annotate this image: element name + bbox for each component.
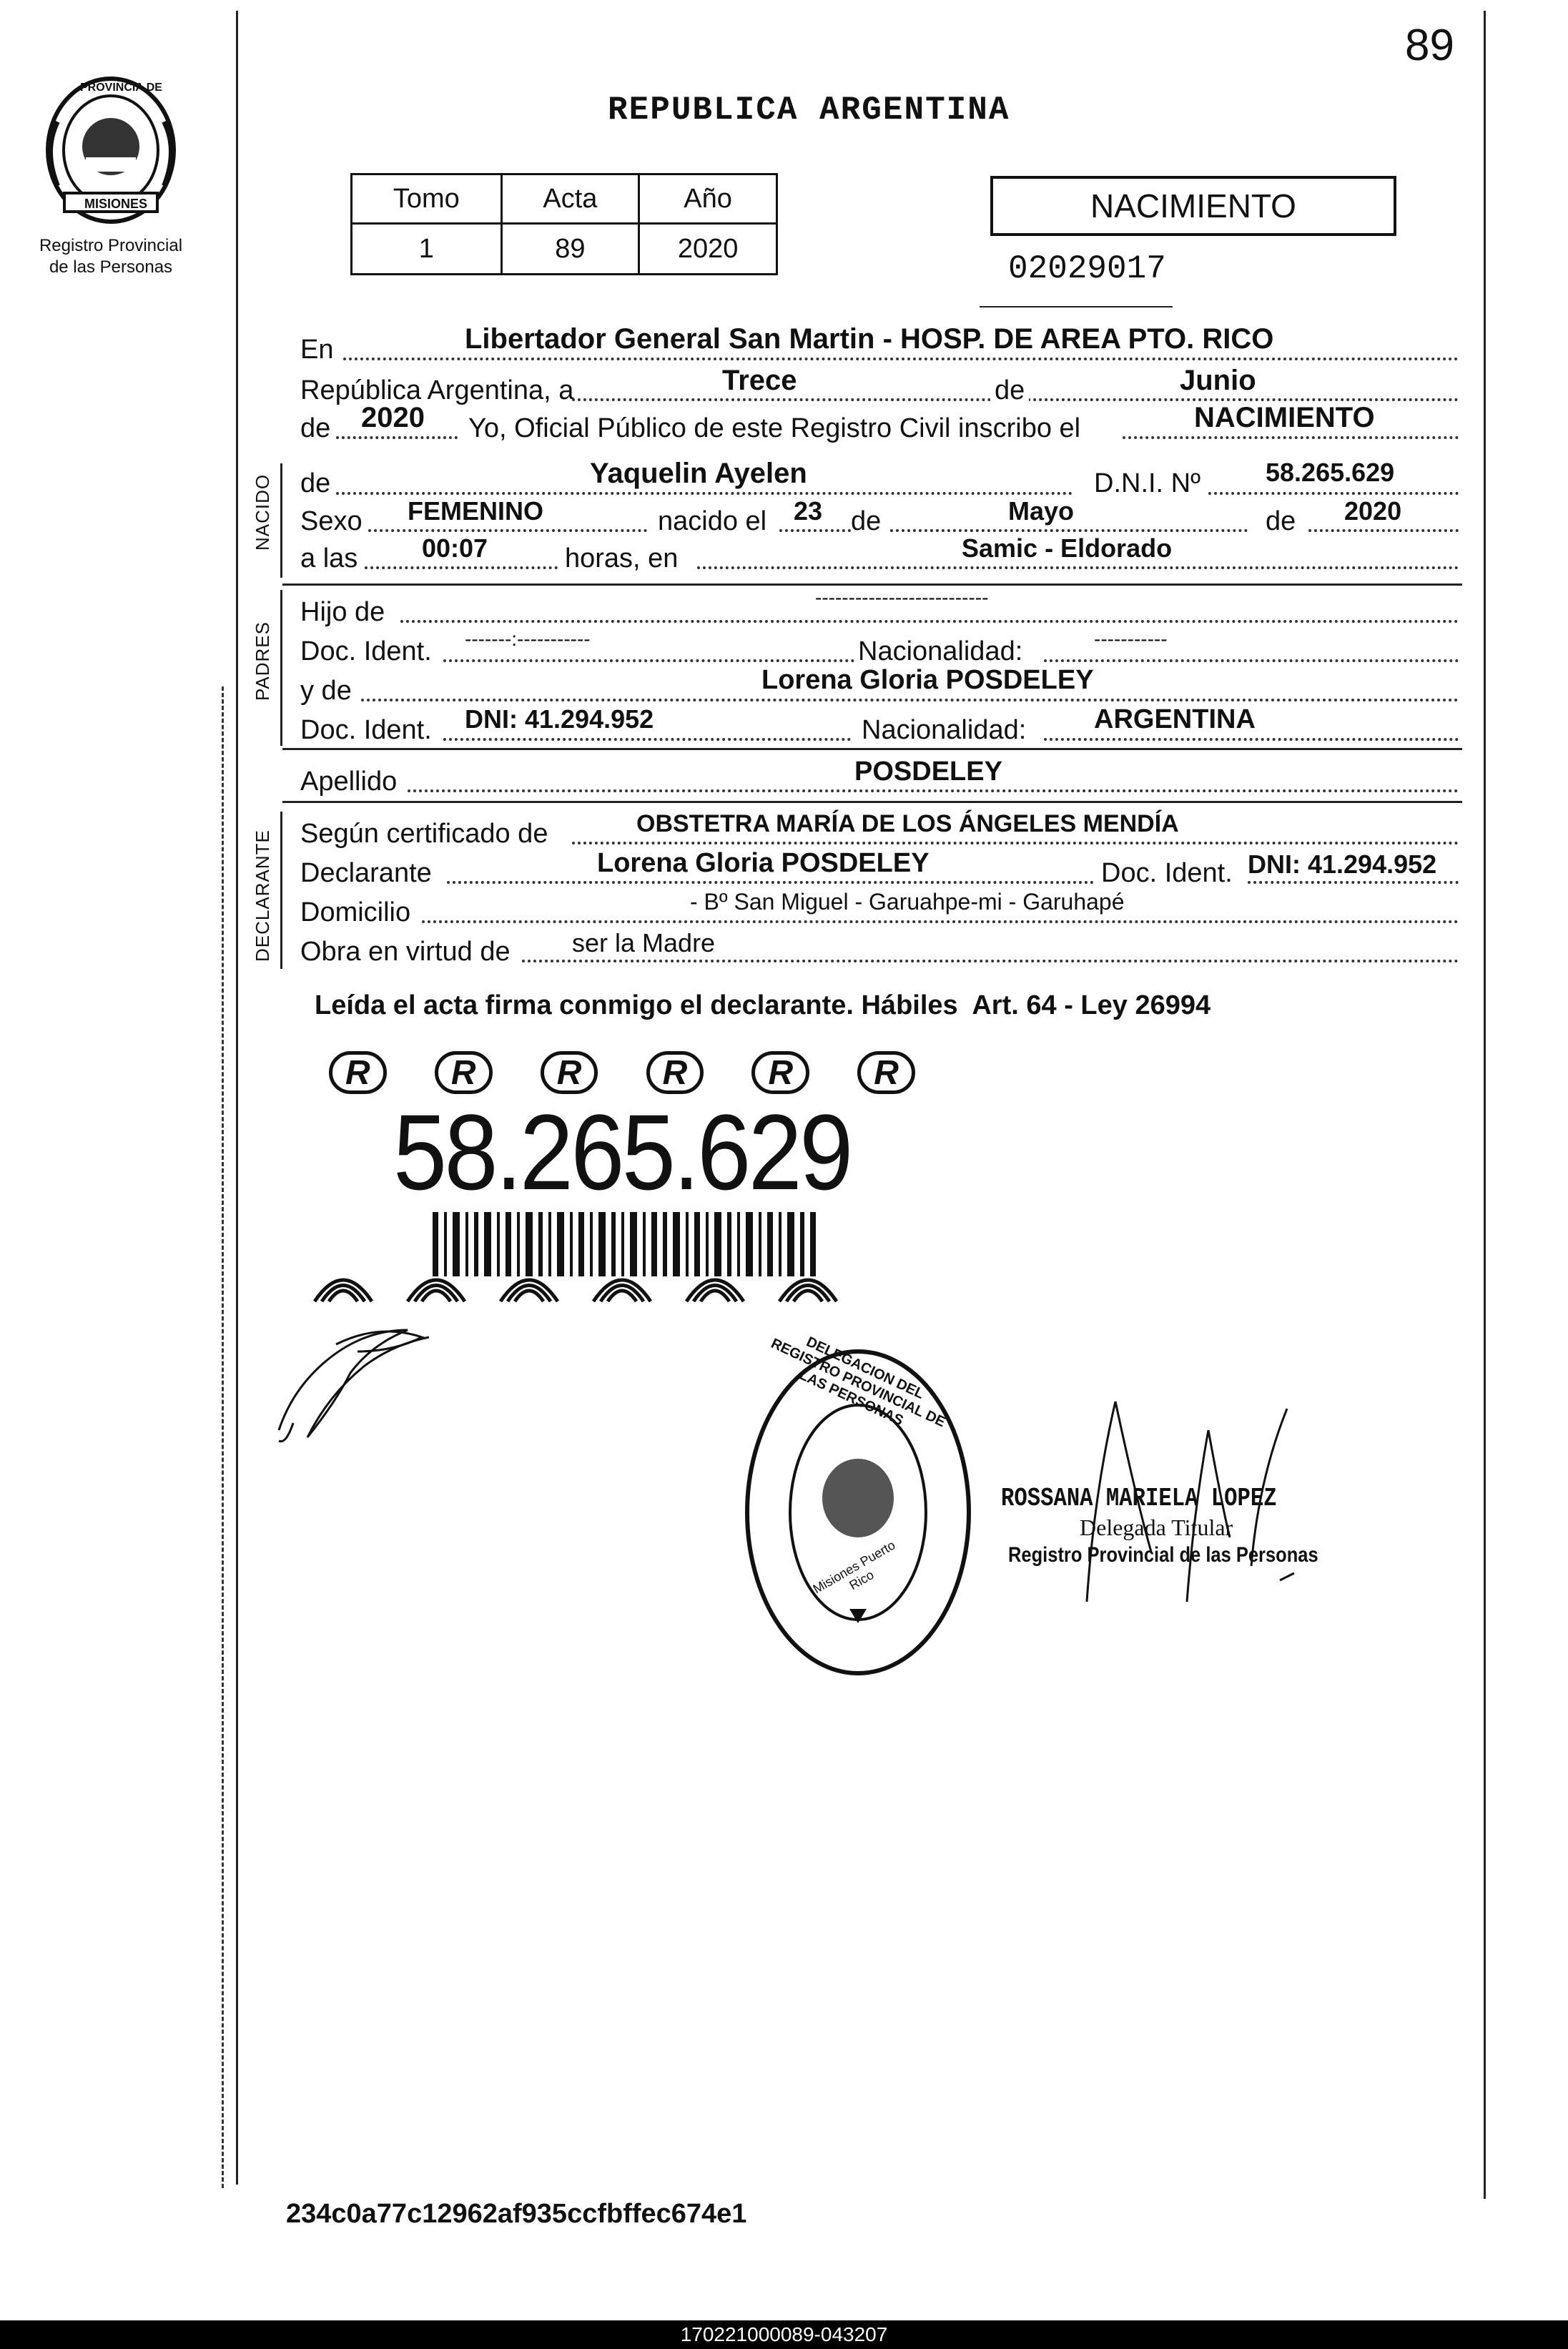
declarante-doc-label: Doc. Ident. [1101, 858, 1233, 888]
name-dots [336, 492, 1073, 495]
dni-label: D.N.I. Nº [1094, 468, 1200, 498]
inscribe-value: NACIMIENTO [1194, 402, 1375, 433]
obra-dots [522, 960, 1459, 962]
page-number: 89 [1405, 21, 1454, 70]
sexo-label: Sexo [300, 506, 363, 536]
province-emblem [36, 72, 186, 229]
mother-nationality-value: ARGENTINA [1094, 704, 1256, 734]
nac1-dots [1044, 659, 1459, 662]
nacido-el-label: nacido el [658, 506, 767, 536]
table-header-anio: Año [639, 174, 777, 224]
declarante-bracket [280, 812, 282, 969]
declarant-signature [265, 1301, 450, 1444]
registry-logo-mark: R [329, 1051, 387, 1094]
registry-logo-mark: R [751, 1051, 809, 1094]
nacido-divider [282, 583, 1462, 586]
year-value: 2020 [361, 402, 425, 433]
domicilio-label: Domicilio [300, 897, 411, 927]
logo-caption-1: Registro Provincial [39, 236, 183, 255]
side-label-nacido: NACIDO [252, 473, 273, 551]
mother-doc-value: DNI: 41.294.952 [465, 704, 654, 734]
de-label-2: de [300, 413, 331, 443]
table-value-anio: 2020 [639, 224, 777, 275]
apellido-value: POSDELEY [854, 757, 1002, 787]
father-nationality-value: ----------- [1094, 628, 1168, 650]
father-value: -------------------------- [815, 586, 989, 609]
day-value: Trece [722, 365, 797, 396]
nacido-bracket [280, 463, 282, 578]
place-value: Samic - Eldorado [962, 533, 1173, 563]
registry-logo-mark: R [857, 1051, 915, 1094]
sexo-value: FEMENINO [408, 496, 544, 526]
domicilio-dots [422, 920, 1459, 923]
birth-year-value: 2020 [1344, 496, 1402, 526]
apellido-divider [282, 801, 1462, 803]
birth-day-dots [779, 529, 851, 532]
hijo-dots [400, 620, 1459, 623]
sexo-dots [368, 529, 647, 532]
fingerprint-pattern-icon [307, 1251, 930, 1305]
y-de-label: y de [300, 676, 352, 706]
birth-de-label-2: de [1266, 506, 1296, 536]
father-doc-value: -------:----------- [465, 628, 591, 650]
birth-day-value: 23 [794, 496, 823, 526]
registry-logo-mark: R [646, 1051, 704, 1094]
nacionalidad-label-2: Nacionalidad: [862, 715, 1027, 745]
sticker-top-logo-row [329, 1051, 915, 1094]
act-code-underline [980, 306, 1173, 307]
mother-name-value: Lorena Gloria POSDELEY [761, 665, 1094, 695]
seal-center-text: Misiones Puerto Rico [810, 1537, 898, 1597]
obra-label: Obra en virtud de [300, 937, 511, 967]
doc-ident-label-2: Doc. Ident. [300, 715, 432, 745]
logo-caption-2: de las Personas [49, 257, 173, 277]
a-las-label: a las [300, 543, 358, 573]
act-code: 02029017 [1008, 250, 1166, 287]
table-value-acta: 89 [501, 224, 639, 275]
obra-value: ser la Madre [572, 928, 716, 957]
table-header-acta: Acta [501, 174, 639, 224]
certificado-label: Según certificado de [300, 819, 548, 849]
footer-bar [0, 2320, 1568, 2349]
birth-de-label: de [851, 506, 882, 536]
domicilio-value: - Bº San Miguel - Garuahpe-mi - Garuhapé [690, 889, 1125, 915]
hijo-de-label: Hijo de [300, 597, 385, 627]
doc2-dots [443, 738, 851, 741]
padres-bracket [280, 590, 282, 746]
side-label-padres: PADRES [252, 621, 273, 701]
oficial-text: Yo, Oficial Público de este Registro Civil inscribo el [468, 413, 1081, 443]
doc1-dots [443, 659, 854, 662]
emblem-text-top: PROVINCIA DE [80, 82, 162, 94]
inscribe-dots [1123, 436, 1459, 439]
padres-divider [282, 748, 1462, 750]
de-label-1: de [990, 375, 1029, 406]
footer-code: 170221000089-043207 [680, 2323, 888, 2345]
time-dots [365, 566, 558, 569]
certificado-value: OBSTETRA MARÍA DE LOS ÁNGELES MENDÍA [636, 810, 1179, 837]
time-value: 00:07 [422, 533, 488, 563]
doc-ident-label-1: Doc. Ident. [300, 636, 432, 666]
left-dashed-fold [222, 686, 224, 2188]
birth-month-value: Mayo [1008, 496, 1075, 526]
closing-text: Leída el acta firma conmigo el declarante. Hábiles Art. 64 - Ley 26994 [315, 990, 1211, 1020]
table-header-tomo: Tomo [352, 174, 502, 224]
birth-month-dots [890, 529, 1248, 532]
horas-label: horas, en [565, 543, 679, 573]
declarante-doc-dots [1248, 881, 1459, 884]
document-hash: 234c0a77c12962af935ccfbffec674e1 [286, 2199, 747, 2229]
registry-logo-mark: R [541, 1051, 598, 1094]
right-margin-line [1484, 11, 1486, 2199]
en-label: En [300, 335, 334, 365]
sticker-dni-number: 58.265.629 [393, 1092, 851, 1212]
nacionalidad-label-1: Nacionalidad: [858, 636, 1023, 666]
official-role: Delegada Titular [1080, 1515, 1233, 1540]
mother-dots [361, 699, 1459, 701]
declarante-label: Declarante [300, 858, 432, 888]
child-dni-value: 58.265.629 [1266, 458, 1395, 487]
apellido-label: Apellido [300, 767, 398, 797]
official-name: ROSSANA MARIELA LOPEZ [1001, 1484, 1277, 1513]
official-office: Registro Provincial de las Personas [1008, 1543, 1318, 1567]
emblem-text-bottom: MISIONES [84, 197, 148, 211]
en-value: Libertador General San Martin - HOSP. DE AREA PTO. RICO [465, 323, 1274, 355]
nacido-de-label: de [300, 468, 331, 498]
year-dots [336, 436, 458, 439]
declarante-doc-value: DNI: 41.294.952 [1248, 850, 1437, 879]
certificado-dots [572, 842, 1459, 844]
declarante-value: Lorena Gloria POSDELEY [597, 848, 930, 878]
table-value-tomo: 1 [352, 224, 502, 275]
side-label-declarante: DECLARANTE [252, 829, 273, 962]
registry-logo-mark: R [435, 1051, 493, 1094]
month-value: Junio [1180, 365, 1256, 396]
seal-ring-text: DELEGACION DEL REGISTRO PROVINCIAL DE LAS PERSONAS [768, 1334, 948, 1431]
child-name-value: Yaquelin Ayelen [590, 458, 807, 489]
republica-label: República Argentina, a [300, 375, 574, 405]
dni-dots [1208, 492, 1459, 495]
place-dots [697, 566, 1459, 569]
official-seal [740, 1334, 976, 1680]
header-title: REPUBLICA ARGENTINA [608, 92, 1010, 129]
nac2-dots [1044, 738, 1459, 741]
dni-sticker [307, 1037, 930, 1309]
act-type-box: NACIMIENTO [990, 176, 1396, 236]
apellido-dots [408, 789, 1459, 792]
left-margin-line [236, 11, 238, 2185]
registry-table [350, 173, 778, 275]
en-dots [343, 358, 1459, 360]
birth-year-dots [1308, 529, 1459, 532]
declarante-dots [447, 881, 1094, 884]
